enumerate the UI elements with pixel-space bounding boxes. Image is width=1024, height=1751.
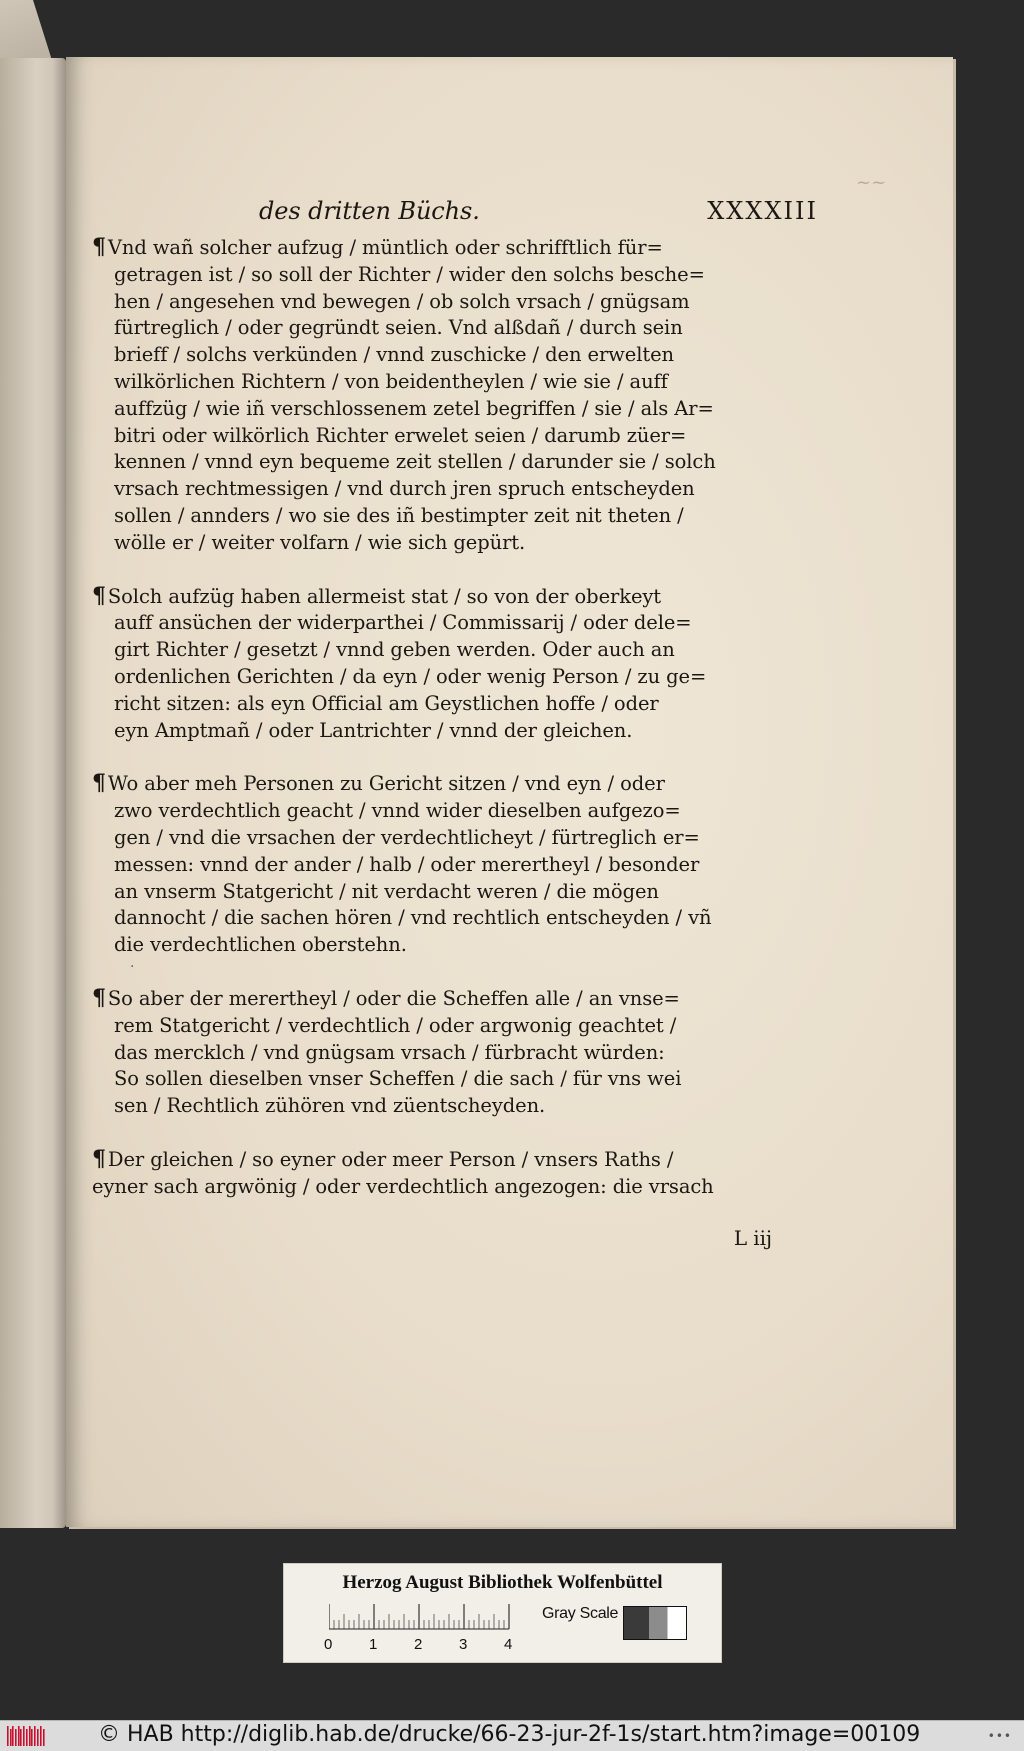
line-text: messen: vnnd der ander / halb / oder merertheyl / besonder xyxy=(114,852,700,876)
logo-bar xyxy=(29,1726,31,1746)
text-line xyxy=(114,1040,824,1067)
line-text: eyn Amptmañ / oder Lantrichter / vnnd der gleichen. xyxy=(114,718,633,742)
line-text: auffzüg / wie iñ verschlossenem zetel begriffen / sie / als Ar= xyxy=(114,396,714,420)
page-text-block xyxy=(92,192,824,1251)
ruler-digits xyxy=(324,1636,544,1654)
pencil-mark: ~~ xyxy=(856,172,887,193)
running-head xyxy=(114,192,824,234)
line-text: an vnserm Statgericht / nit verdacht weren / die mögen xyxy=(114,879,659,903)
text-line xyxy=(114,396,824,423)
logo-bar xyxy=(26,1729,28,1746)
text-line xyxy=(114,852,824,879)
logo-bar xyxy=(37,1729,39,1746)
text-line xyxy=(114,342,824,369)
line-text: Solch aufzüg haben allermeist stat / so von der oberkeyt xyxy=(107,584,662,608)
text-line xyxy=(114,691,824,718)
paragraph xyxy=(92,582,824,745)
text-line xyxy=(114,262,824,289)
pilcrow-mark: ¶ xyxy=(92,234,106,260)
library-name: Herzog August Bibliothek Wolfenbüttel xyxy=(342,1572,663,1593)
line-text: dannocht / die sachen hören / vnd rechtlich entscheyden / vñ xyxy=(114,906,712,930)
line-text: getragen ist / so soll der Richter / wider den solchs besche= xyxy=(114,262,705,286)
line-text: vrsach rechtmessigen / vnd durch jren spruch entscheyden xyxy=(114,477,695,501)
logo-bar xyxy=(20,1729,22,1746)
text-line xyxy=(114,369,824,396)
footer-url-text[interactable]: © HAB http://diglib.hab.de/drucke/66-23-jur-2f-1s/start.htm?image=00109 xyxy=(98,1722,921,1747)
margin-mark: · xyxy=(130,959,135,975)
text-line xyxy=(114,449,824,476)
text-line xyxy=(114,503,824,530)
ruler-digit: 0 xyxy=(324,1636,333,1653)
more-icon[interactable]: ••• xyxy=(987,1729,1012,1743)
logo-bar xyxy=(40,1726,42,1746)
logo-bar xyxy=(12,1726,14,1746)
gray-scale-label: Gray Scale xyxy=(542,1605,619,1622)
text-line xyxy=(114,1093,824,1120)
text-line xyxy=(114,932,824,959)
running-title: des dritten Büchs. xyxy=(259,197,480,225)
ruler-digit: 1 xyxy=(369,1636,378,1653)
line-text: brieff / solchs verkünden / vnnd zuschicke / den erwelten xyxy=(114,343,674,367)
text-line xyxy=(114,637,824,664)
logo-bar xyxy=(10,1729,12,1746)
text-line xyxy=(114,1013,824,1040)
line-text: wölle er / weiter volfarn / wie sich gepürt. xyxy=(114,530,526,554)
left-page-edge xyxy=(0,58,66,1528)
ruler-scale xyxy=(329,1604,529,1630)
text-line xyxy=(92,1146,824,1174)
text-line xyxy=(114,798,824,825)
text-line xyxy=(114,476,824,503)
text-line xyxy=(114,879,824,906)
pilcrow-mark: ¶ xyxy=(92,1145,106,1172)
signature-mark: L iij xyxy=(733,1225,772,1250)
logo-bar xyxy=(7,1726,9,1746)
line-text: das mercklch / vnd gnügsam vrsach / fürbracht würden: xyxy=(114,1040,665,1064)
ruler-digit: 3 xyxy=(459,1636,468,1653)
line-text: auff ansüchen der widerparthei / Commissarij / oder dele= xyxy=(114,611,692,635)
pilcrow-mark: ¶ xyxy=(92,770,106,797)
logo-bar xyxy=(43,1729,45,1746)
line-text: ordenlichen Gerichten / da eyn / oder wenig Person / zu ge= xyxy=(114,664,707,688)
line-text: Wo aber meh Personen zu Gericht sitzen / vnd eyn / oder xyxy=(107,772,665,796)
text-line xyxy=(114,530,824,557)
line-text: zwo verdechtlich geacht / vnnd wider dieselben aufgezo= xyxy=(114,799,681,823)
pilcrow-mark: ¶ xyxy=(92,582,106,609)
text-line xyxy=(114,289,824,316)
text-line xyxy=(114,423,824,450)
line-text: gen / vnd die vrsachen der verdechtlicheyt / fürtreglich er= xyxy=(114,825,700,849)
ruler-digit: 4 xyxy=(504,1636,513,1653)
line-text: eyner sach argwönig / oder verdechtlich angezogen: die vrsach xyxy=(92,1174,714,1198)
paragraph xyxy=(92,234,824,557)
text-line xyxy=(92,1174,824,1201)
text-line xyxy=(92,985,824,1013)
line-text: fürtreglich / oder gegründt seien. Vnd alßdañ / durch sein xyxy=(114,316,683,340)
logo-bar xyxy=(15,1729,17,1746)
text-line xyxy=(114,825,824,852)
color-reference-card xyxy=(283,1563,722,1663)
line-text: Der gleichen / so eyner oder meer Person / vnsers Raths / xyxy=(107,1147,674,1171)
line-text: rem Statgericht / verdechtlich / oder argwonig geachtet / xyxy=(114,1013,677,1037)
paragraph xyxy=(92,770,824,959)
line-text: bitri oder wilkörlich Richter erwelet seien / darumb züer= xyxy=(114,423,687,447)
paragraphs xyxy=(92,234,824,1201)
line-text: wilkörlichen Richtern / von beidentheylen / wie sie / auff xyxy=(114,369,668,393)
line-text: girt Richter / gesetzt / vnnd geben werden. Oder auch an xyxy=(114,638,675,662)
line-text: So aber der merertheyl / oder die Scheffen alle / an vnse= xyxy=(107,986,680,1010)
pilcrow-mark: ¶ xyxy=(92,984,106,1011)
text-line xyxy=(114,905,824,932)
hab-logo-icon xyxy=(6,1726,46,1746)
text-line xyxy=(114,664,824,691)
line-text: So sollen dieselben vnser Scheffen / die sach / für vns wei xyxy=(114,1067,682,1091)
paragraph xyxy=(92,984,824,1120)
line-text: kennen / vnnd eyn bequeme zeit stellen / darunder sie / solch xyxy=(114,450,716,474)
logo-bar xyxy=(34,1726,36,1746)
line-text: richt sitzen: als eyn Official am Geystlichen hoffe / oder xyxy=(114,691,659,715)
paragraph xyxy=(92,1145,824,1201)
text-line xyxy=(114,718,824,745)
footer-bar xyxy=(0,1720,1024,1751)
line-text: hen / angesehen vnd bewegen / ob solch vrsach / gnügsam xyxy=(114,289,690,313)
line-text: die verdechtlichen oberstehn. xyxy=(114,933,407,957)
logo-bar xyxy=(31,1729,33,1746)
text-line xyxy=(92,234,824,262)
logo-bar xyxy=(23,1726,25,1746)
text-line xyxy=(92,583,824,611)
text-line xyxy=(92,770,824,798)
book-page xyxy=(66,57,953,1527)
line-text: sollen / annders / wo sie des iñ bestimpter zeit nit theten / xyxy=(114,503,684,527)
line-text: sen / Rechtlich zühören vnd züentscheyden. xyxy=(114,1094,546,1118)
folio-number: XXXXIII xyxy=(707,197,818,225)
gray-scale-swatch xyxy=(623,1606,687,1640)
text-line xyxy=(114,610,824,637)
line-text: Vnd wañ solcher aufzug / müntlich oder schrifftlich für= xyxy=(107,236,663,259)
text-line xyxy=(114,1066,824,1093)
text-line xyxy=(114,315,824,342)
ruler-digit: 2 xyxy=(414,1636,423,1653)
logo-bar xyxy=(18,1726,20,1746)
